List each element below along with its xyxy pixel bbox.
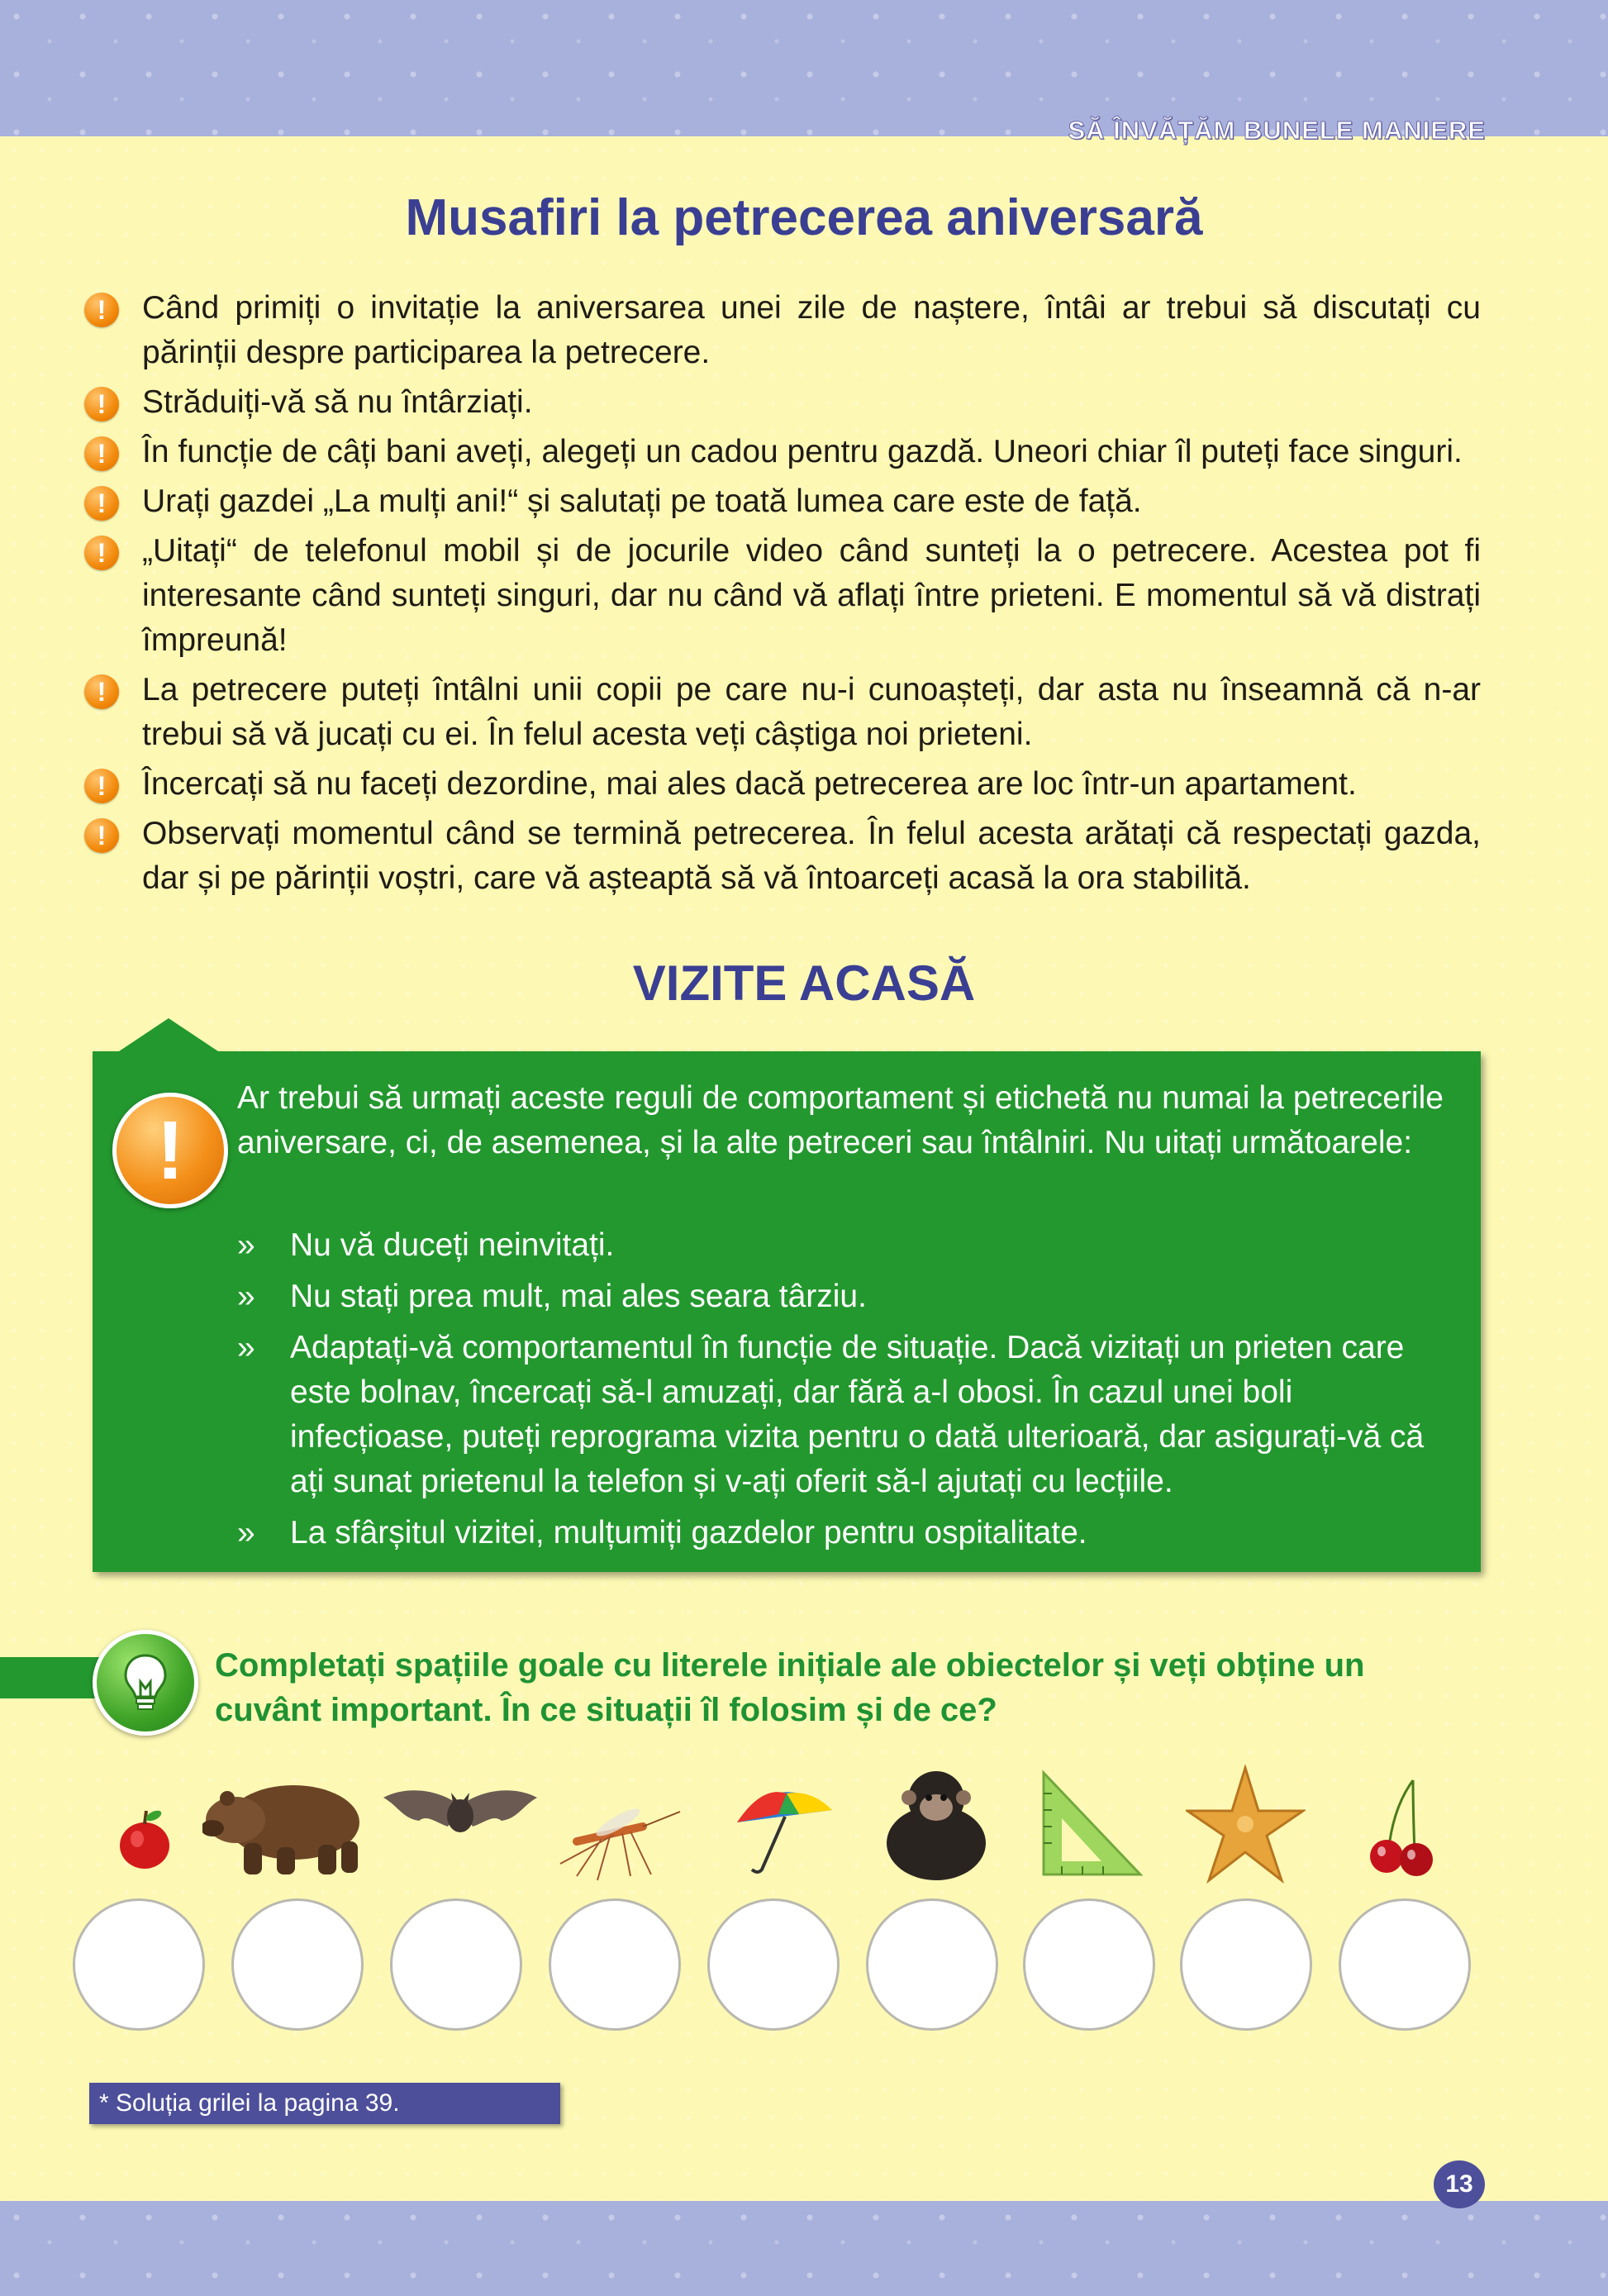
list-item-text: La sfârșitul vizitei, mulțumiți gazdelor pentru ospitalitate. <box>290 1515 1087 1551</box>
rule-item <box>84 430 1481 474</box>
apple-picture <box>116 1806 174 1872</box>
list-item <box>237 1326 1444 1504</box>
rule-item <box>84 380 1481 425</box>
answer-circle[interactable] <box>390 1898 522 2031</box>
bullet-marker: » <box>237 1330 255 1365</box>
page-number: 13 <box>1434 2160 1485 2208</box>
set-square-picture <box>1037 1769 1144 1880</box>
warning-icon: ! <box>84 293 119 327</box>
list-item <box>237 1223 1444 1268</box>
visits-rules-list <box>237 1223 1444 1562</box>
answer-circle[interactable] <box>707 1898 840 2031</box>
cherries-picture <box>1363 1775 1438 1879</box>
rule-item <box>84 286 1481 375</box>
bullet-marker: » <box>237 1279 255 1314</box>
footnote: * Soluția grilei la pagina 39. <box>89 2083 560 2124</box>
list-item-text: Adaptați-vă comportamentul în funcție de situație. Dacă vizitați un prieten care este bolnav, încercați să-l amuzați, dar fără a-l obosi. În cazul unei boli infecțioase, puteți reprograma vizita pentru o dată ulterioară, dar asigurați-vă că ați sunat prietenul la telefon și v-ați oferit să-l ajutați cu lecțiile. <box>290 1330 1425 1499</box>
quiz-prompt: Completați spațiile goale cu literele inițiale ale obiectelor și veți obține un cuvânt important. În ce situații îl folosim și de ce? <box>215 1647 1365 1728</box>
box-intro-text: Ar trebui să urmați aceste reguli de comportament și etichetă nu numai la petrecerile aniversare, ci, de asemenea, și la alte petreceri sau întâlniri. Nu uitați următoarele: <box>237 1080 1444 1160</box>
starfish-picture <box>1186 1765 1306 1884</box>
warning-icon: ! <box>84 769 119 803</box>
bullet-marker: » <box>237 1515 255 1551</box>
list-item <box>237 1274 1444 1319</box>
section-title-visits: VIZITE ACASĂ <box>632 955 976 1011</box>
answer-circle[interactable] <box>866 1898 998 2031</box>
rule-item <box>84 812 1481 901</box>
answer-circle[interactable] <box>549 1898 681 2031</box>
rule-item <box>84 479 1481 524</box>
warning-icon: ! <box>84 486 119 521</box>
bear-picture <box>202 1769 364 1876</box>
chimpanzee-picture <box>874 1765 998 1884</box>
rule-text: „Uitați“ de telefonul mobil și de jocurile video când sunteți la o petrecere. Acestea pot fi interesante când sunteți singuri, dar nu când vă aflați între prieteni. E momentul să vă distrați împreună! <box>142 533 1481 658</box>
list-item <box>237 1511 1444 1555</box>
rule-text: Urați gazdei „La mulți ani!“ și salutați pe toată lumea care este de față. <box>142 483 1142 519</box>
umbrella-picture <box>729 1777 836 1876</box>
bat-picture <box>382 1781 539 1847</box>
rule-item <box>84 529 1481 663</box>
box-notch <box>119 1018 218 1051</box>
page-title: Musafiri la petrecerea aniversară <box>405 189 1203 246</box>
answer-circle[interactable] <box>231 1898 364 2031</box>
answer-circle[interactable] <box>1023 1898 1155 2031</box>
warning-icon: ! <box>84 387 119 422</box>
bottom-decor-band <box>0 2201 1608 2296</box>
rule-text: Când primiți o invitație la aniversarea unei zile de naștere, întâi ar trebui să discutați cu părinții despre participarea la petrecere. <box>142 290 1481 370</box>
list-item-text: Nu stați prea mult, mai ales seara târziu. <box>290 1279 867 1314</box>
list-item-text: Nu vă duceți neinvitați. <box>290 1227 615 1263</box>
rule-text: La petrecere puteți întâlni unii copii pe care nu-i cunoașteți, dar asta nu înseamnă că n-ar trebui să vă jucați cu ei. În felul acesta veți câștiga noi prieteni. <box>142 672 1481 752</box>
warning-icon: ! <box>84 818 119 853</box>
warning-icon: ! <box>84 536 119 570</box>
mosquito-picture <box>552 1793 684 1884</box>
rule-text: Observați momentul când se termină petrecerea. În felul acesta arătați că respectați gazda, dar și pe părinții voștri, care vă așteaptă să vă întoarceți acasă la ora stabilită. <box>142 816 1481 896</box>
warning-icon: ! <box>84 674 119 709</box>
lightbulb-icon <box>93 1630 198 1736</box>
party-rules-list <box>84 286 1481 906</box>
answer-circle[interactable] <box>73 1898 205 2031</box>
rule-item <box>84 668 1481 757</box>
bullet-marker: » <box>237 1227 255 1263</box>
exclamation-icon: ! <box>112 1093 228 1208</box>
rule-text: Încercați să nu faceți dezordine, mai ales dacă petrecerea are loc într-un apartament. <box>142 766 1357 802</box>
rule-text: Străduiți-vă să nu întârziați. <box>142 384 533 420</box>
answer-circle[interactable] <box>1180 1898 1312 2031</box>
rule-text: În funcție de câți bani aveți, alegeți un cadou pentru gazdă. Uneori chiar îl puteți face singuri. <box>142 434 1463 469</box>
visits-rules-box <box>93 1051 1481 1572</box>
warning-icon: ! <box>84 436 119 471</box>
rule-item <box>84 762 1481 807</box>
section-label: SĂ ÎNVĂȚĂM BUNELE MANIERE <box>1068 116 1486 145</box>
answer-circle[interactable] <box>1339 1898 1471 2031</box>
